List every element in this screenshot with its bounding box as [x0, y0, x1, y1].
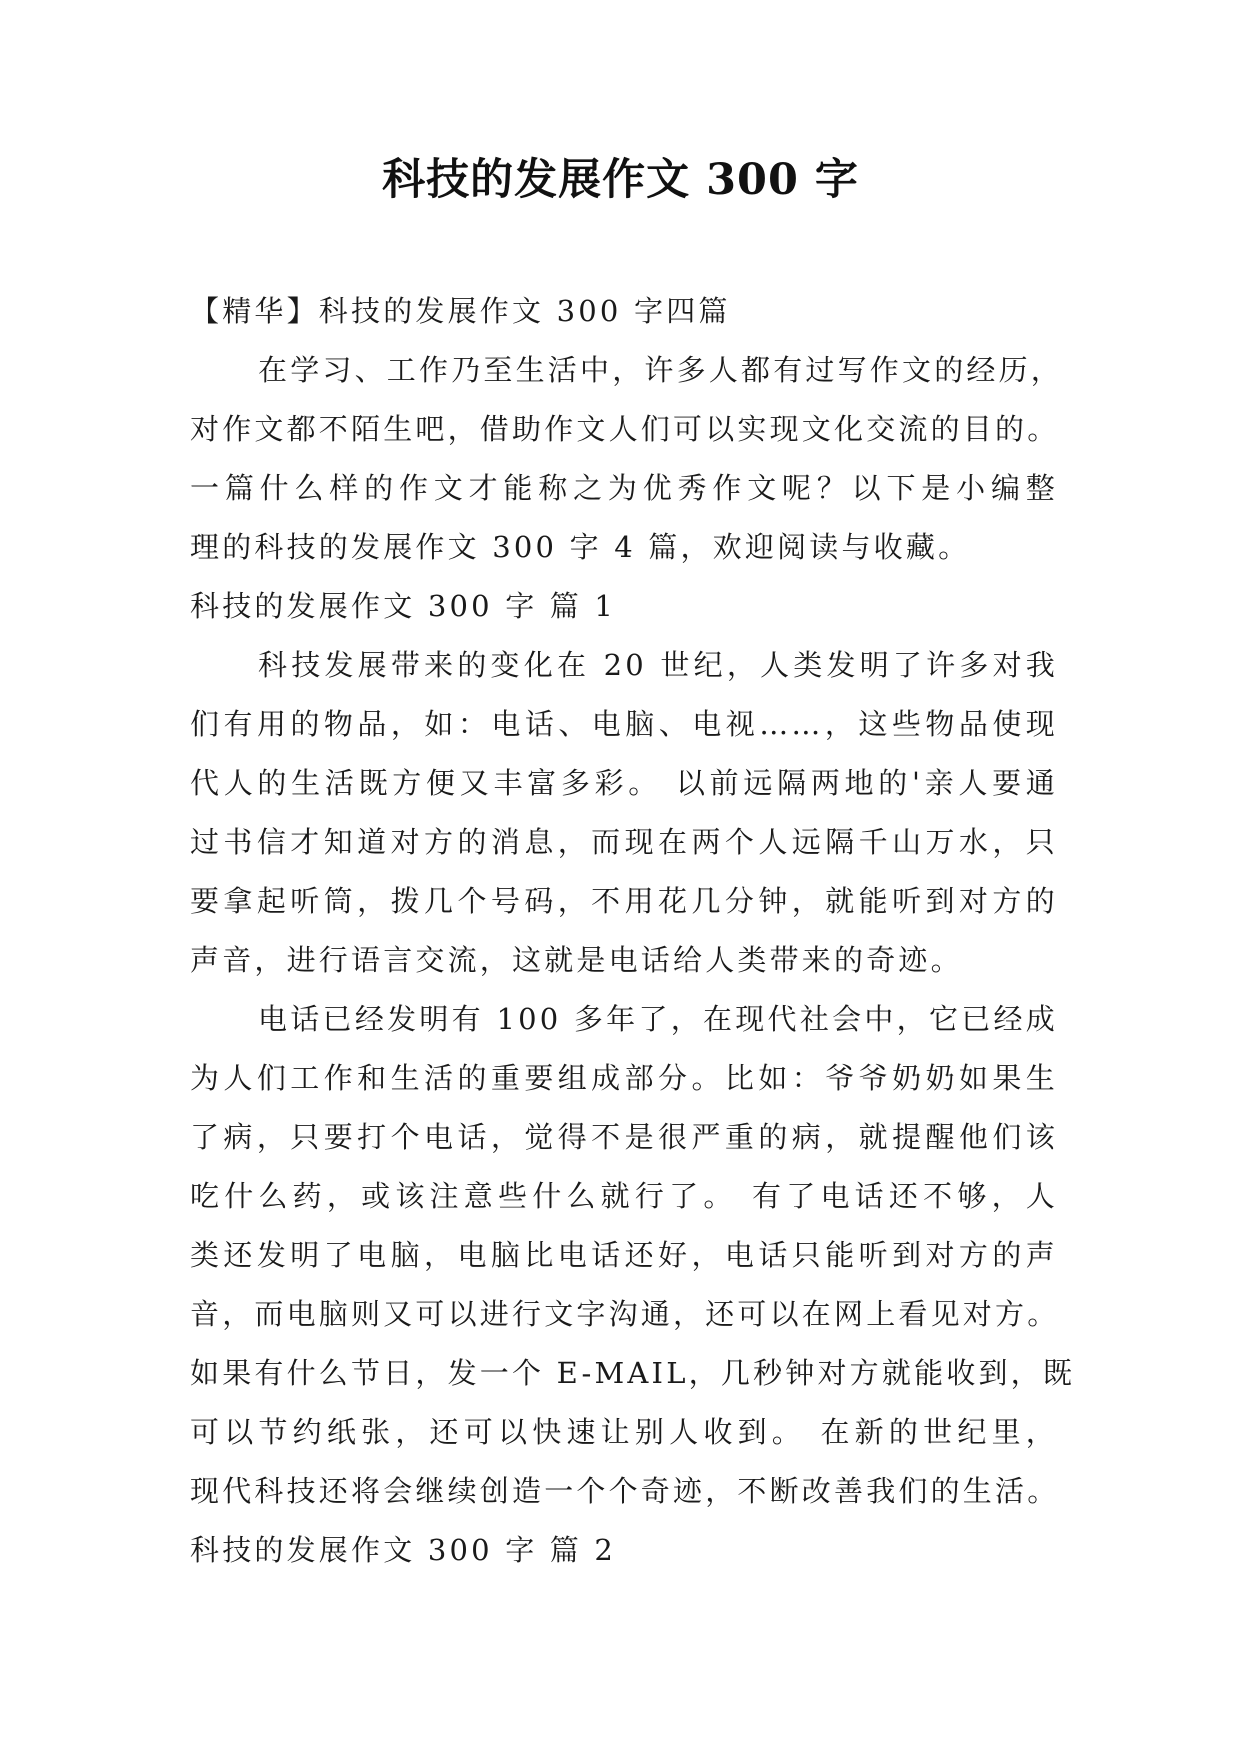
text-line: 电话已经发明有 100 多年了，在现代社会中，它已经成: [258, 1002, 1058, 1036]
text-line: 吃什么药，或该注意些什么就行了。 有了电话还不够，人: [190, 1179, 1058, 1213]
text-line: 为人们工作和生活的重要组成部分。比如：爷爷奶奶如果生: [190, 1061, 1058, 1095]
text-line: 声音，进行语言交流，这就是电话给人类带来的奇迹。: [190, 943, 963, 977]
document-body: [190, 282, 1076, 1580]
text-line: 现代科技还将会继续创造一个个奇迹，不断改善我们的生活。: [190, 1474, 1060, 1508]
text-line: 如果有什么节日，发一个 E-MAIL，几秒钟对方就能收到，既: [190, 1356, 1076, 1390]
section-heading: 科技的发展作文 300 字 篇 1: [190, 589, 617, 623]
text-line: 了病，只要打个电话，觉得不是很严重的病，就提醒他们该: [190, 1120, 1058, 1154]
text-line: 过书信才知道对方的消息，而现在两个人远隔千山万水，只: [190, 825, 1058, 859]
text-line: 音，而电脑则又可以进行文字沟通，还可以在网上看见对方。: [190, 1297, 1060, 1331]
text-line: 代人的生活既方便又丰富多彩。 以前远隔两地的'亲人要通: [190, 766, 1058, 800]
text-line: 在学习、工作乃至生活中，许多人都有过写作文的经历，: [258, 353, 1064, 387]
text-line: 一篇什么样的作文才能称之为优秀作文呢？以下是小编整: [190, 471, 1058, 505]
text-line: 理的科技的发展作文 300 字 4 篇，欢迎阅读与收藏。: [190, 530, 971, 564]
text-line: 类还发明了电脑，电脑比电话还好，电话只能听到对方的声: [190, 1238, 1058, 1272]
text-line: 对作文都不陌生吧，借助作文人们可以实现文化交流的目的。: [190, 412, 1060, 446]
text-line: 们有用的物品，如：电话、电脑、电视……，这些物品使现: [190, 707, 1058, 741]
text-line: 【精华】科技的发展作文 300 字四篇: [190, 294, 731, 328]
text-line: 可以节约纸张，还可以快速让别人收到。 在新的世纪里，: [190, 1415, 1058, 1449]
section-heading: 科技的发展作文 300 字 篇 2: [190, 1533, 617, 1567]
text-line: 科技发展带来的变化在 20 世纪，人类发明了许多对我: [258, 648, 1058, 682]
document-title: 科技的发展作文 300 字: [382, 155, 859, 205]
text-line: 要拿起听筒，拨几个号码，不用花几分钟，就能听到对方的: [190, 884, 1058, 918]
